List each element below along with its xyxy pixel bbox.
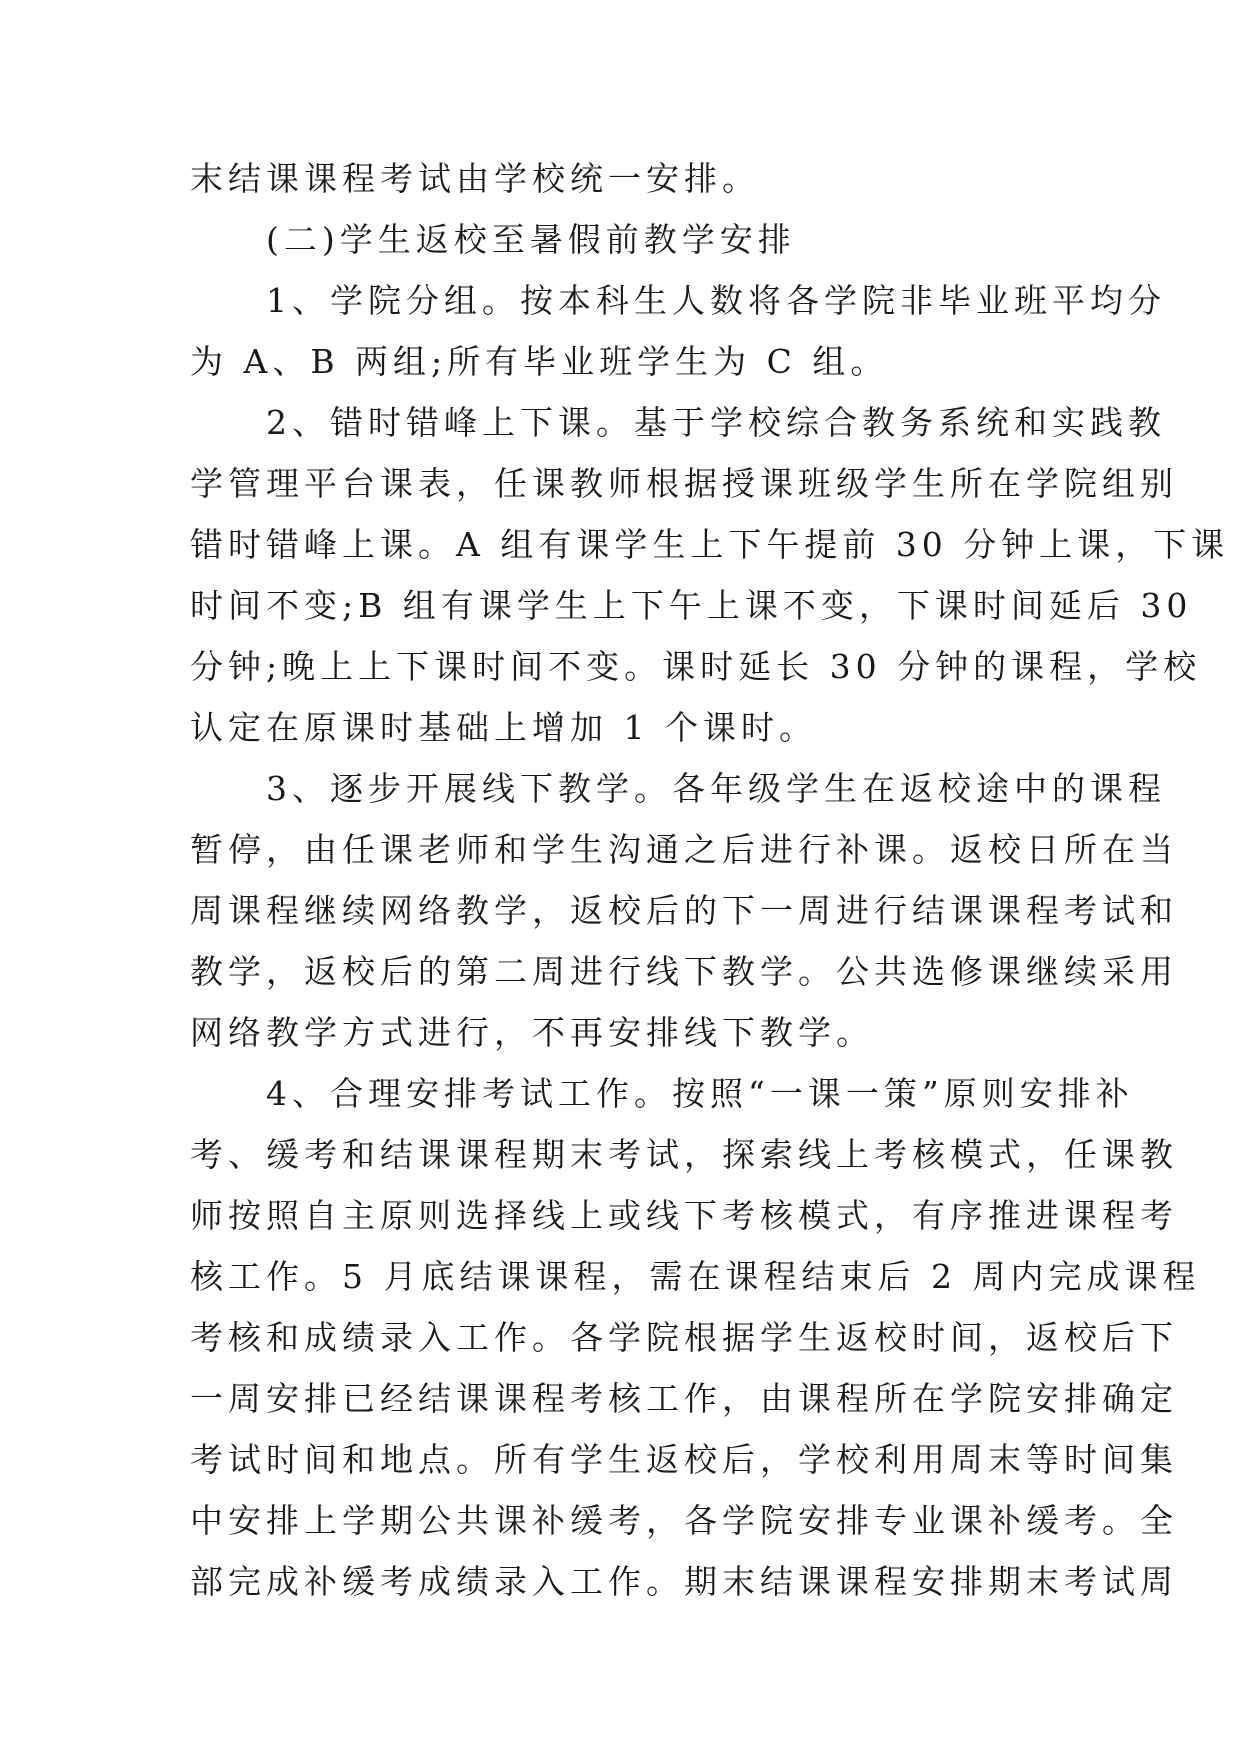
text-line: 部完成补缓考成绩录入工作。期末结课课程安排期末考试周 [190,1562,1178,1601]
text-line: 学管理平台课表，任课教师根据授课班级学生所在学院组别 [190,464,1178,503]
text-line: 2、错时错峰上下课。基于学校综合教务系统和实践教 [266,403,1166,442]
text-line: 核工作。5 月底结课课程，需在课程结束后 2 周内完成课程 [190,1257,1201,1296]
text-line: 中安排上学期公共课补缓考，各学院安排专业课补缓考。全 [190,1501,1178,1540]
text-line: 周课程继续网络教学，返校后的下一周进行结课课程考试和 [190,891,1178,930]
text-line: 4、合理安排考试工作。按照“一课一策”原则安排补 [266,1074,1134,1113]
text-line: 考、缓考和结课课程期末考试，探索线上考核模式，任课教 [190,1135,1178,1174]
text-line: 1、学院分组。按本科生人数将各学院非毕业班平均分 [266,281,1166,320]
text-line: 网络教学方式进行，不再安排线下教学。 [190,1013,874,1052]
text-line: 考核和成绩录入工作。各学院根据学生返校时间，返校后下 [190,1318,1178,1357]
text-line: 一周安排已经结课课程考核工作，由课程所在学院安排确定 [190,1379,1178,1418]
text-line: 分钟;晚上上下课时间不变。课时延长 30 分钟的课程，学校 [190,647,1202,686]
document-body [190,148,1230,1612]
text-line: 3、逐步开展线下教学。各年级学生在返校途中的课程 [266,769,1166,808]
text-line: 认定在原课时基础上增加 1 个课时。 [190,708,817,747]
text-line: 为 A、B 两组;所有毕业班学生为 C 组。 [190,342,889,381]
text-line: 暂停，由任课老师和学生沟通之后进行补课。返校日所在当 [190,830,1178,869]
text-line: 教学，返校后的第二周进行线下教学。公共选修课继续采用 [190,952,1178,991]
text-line: 错时错峰上课。A 组有课学生上下午提前 30 分钟上课，下课 [190,525,1230,564]
text-line: 师按照自主原则选择线上或线下考核模式，有序推进课程考 [190,1196,1178,1235]
section-heading: (二)学生返校至暑假前教学安排 [266,220,796,259]
text-line: 考试时间和地点。所有学生返校后，学校利用周末等时间集 [190,1440,1178,1479]
text-line: 末结课课程考试由学校统一安排。 [190,159,760,198]
text-line: 时间不变;B 组有课学生上下午上课不变，下课时间延后 30 [190,586,1193,625]
